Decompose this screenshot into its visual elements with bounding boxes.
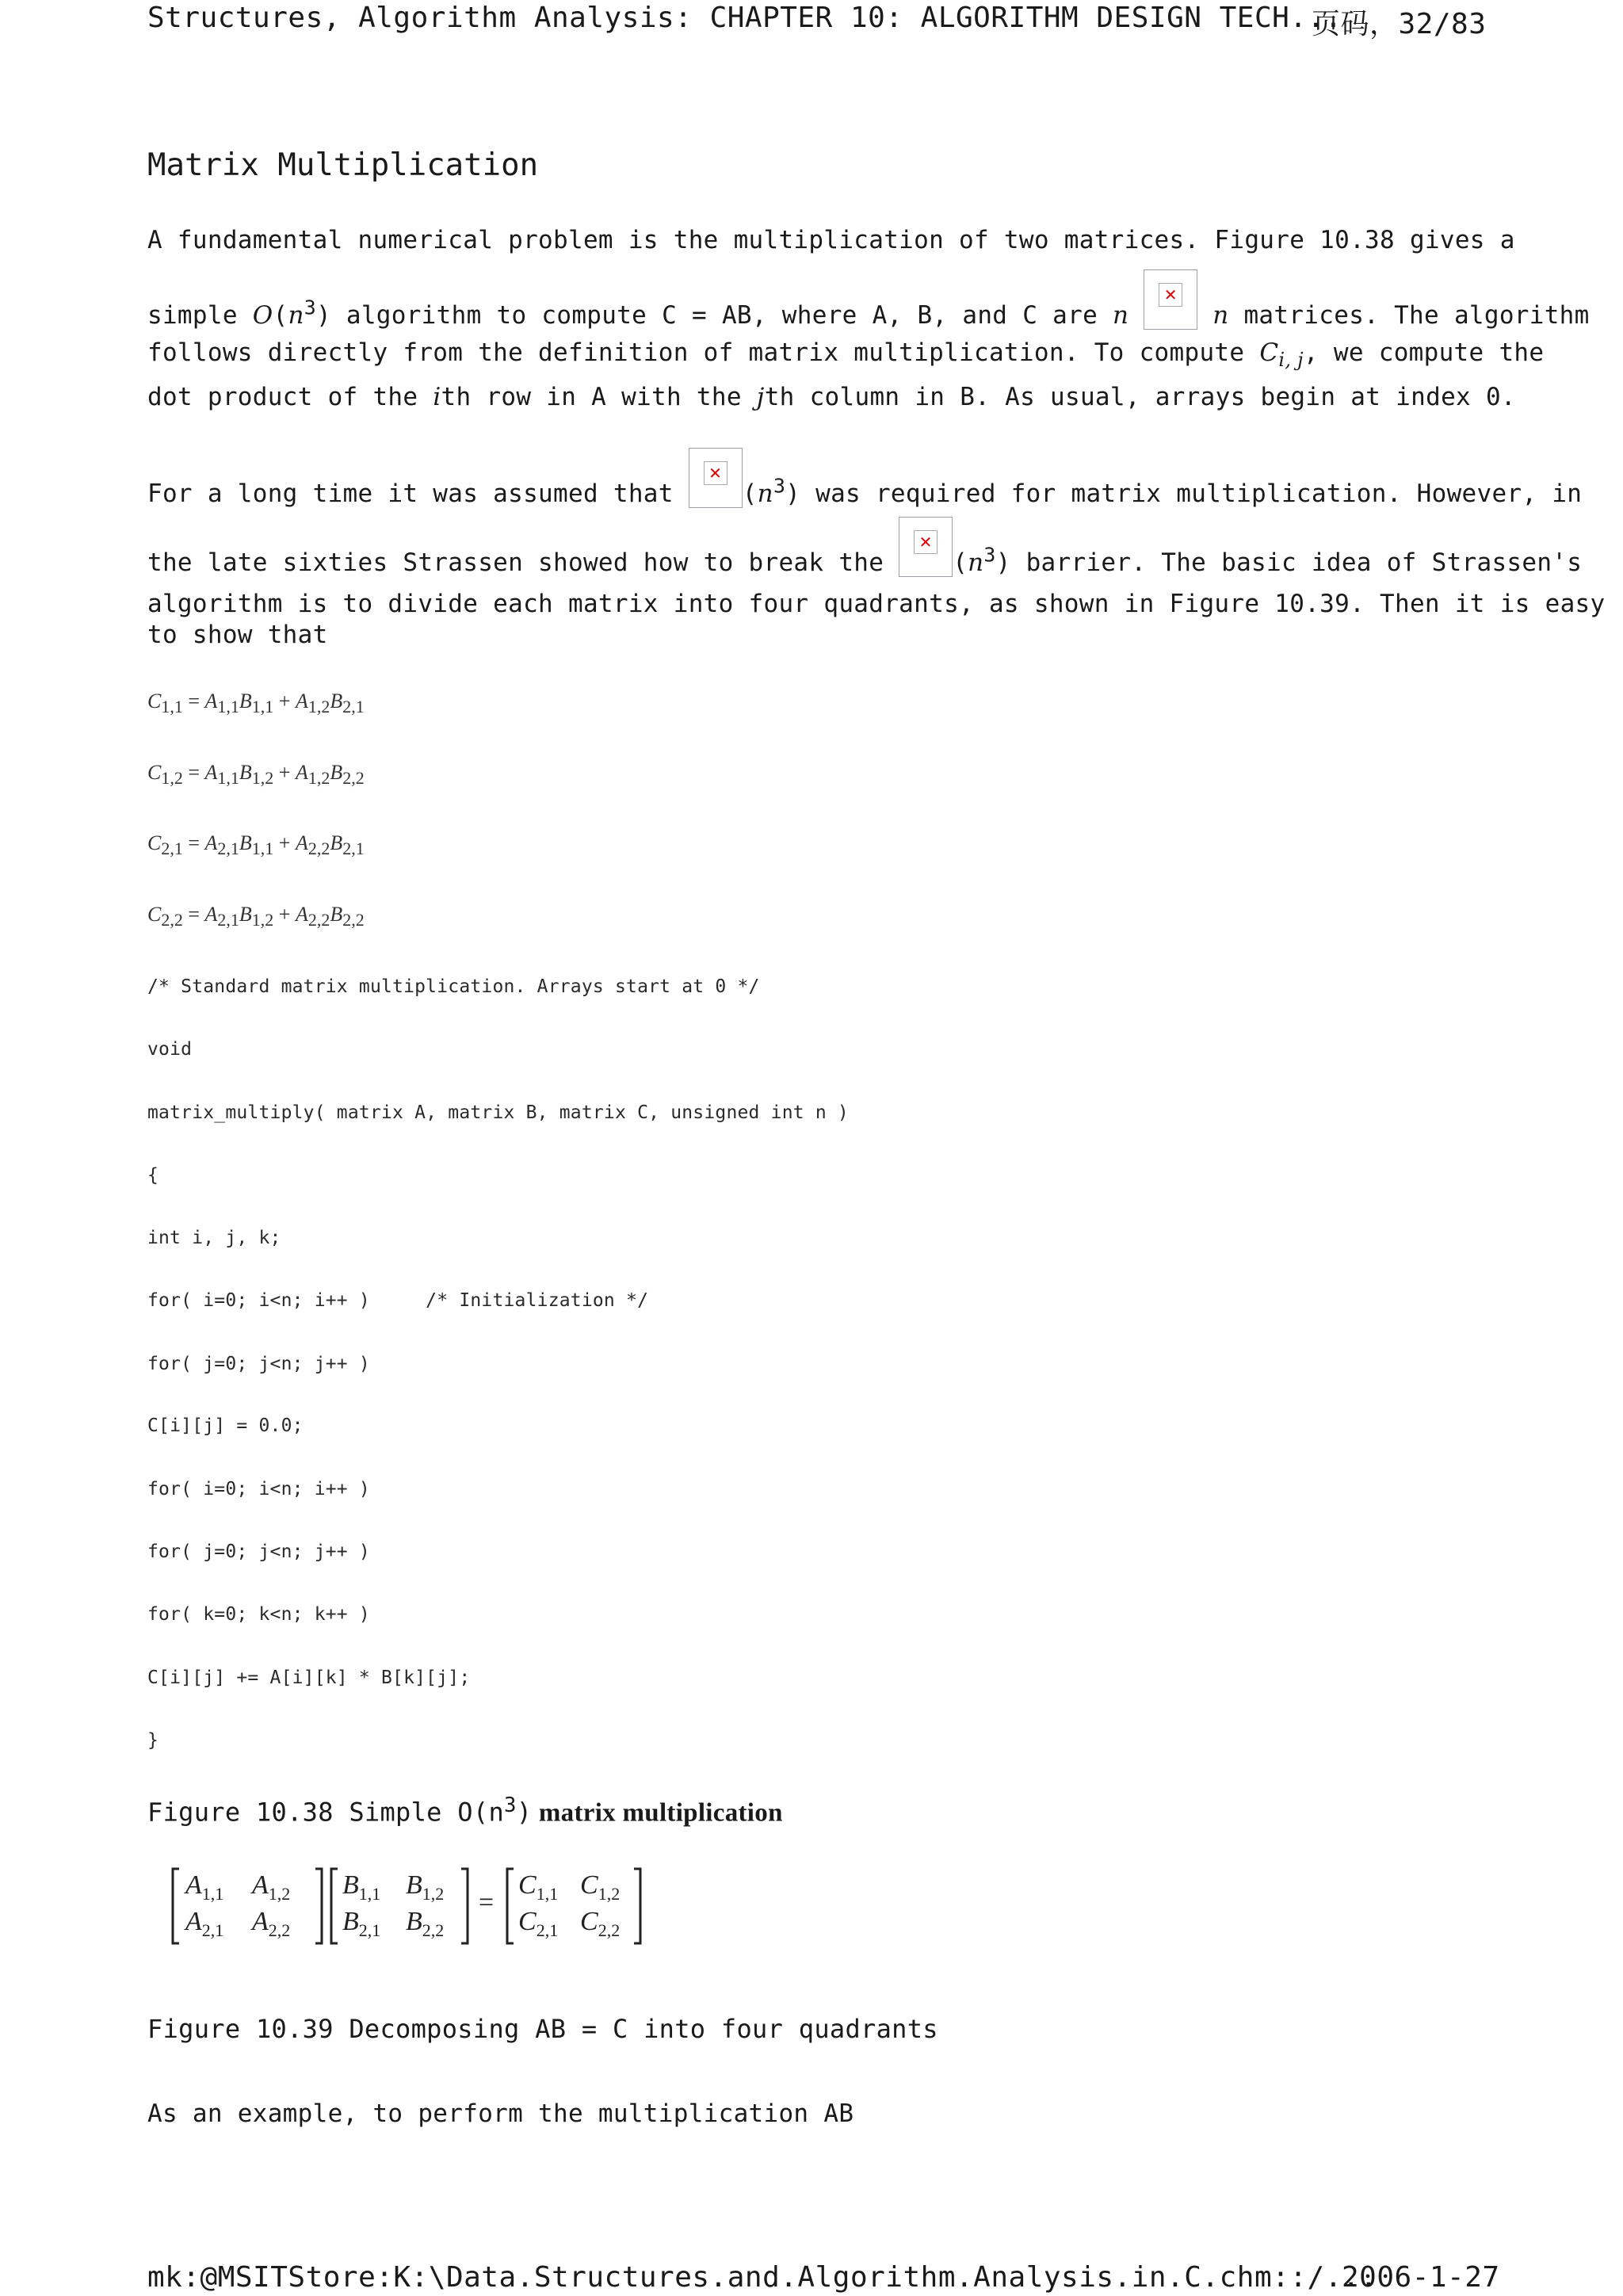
text-run: ) algorithm to compute C = AB, where A, B, and C are [315,301,1113,330]
para1-line2: simple $O(n^3)$ algorithm to compute C = AB, where A, B, and C are n ✕ n matrices. The algorithm [147,269,1590,330]
matrix-b22: $B_{2,2}$ [406,1907,445,1940]
text-run: ) was required for matrix multiplication. However, in [785,479,1583,508]
matrix-c21: $C_{2,1}$ [518,1907,559,1940]
matrix-c11: $C_{1,1}$ [518,1870,559,1904]
text-run: follows directly from the definition of matrix multiplication. To compute [147,338,1260,367]
para2-line3: algorithm is to divide each matrix into four quadrants, as shown in Figure 10.39. Then it is easy [147,590,1606,618]
caption-bold: matrix multiplication [532,1798,783,1828]
subscript: i, j [1278,349,1304,372]
para3: As an example, to perform the multiplication AB [147,2099,854,2128]
matrix-a21: $A_{2,1}$ [185,1907,224,1940]
var-n: n [968,548,984,577]
text-run: ( [953,548,968,577]
code-line: void [147,1039,193,1060]
text-run: th row in A with the [441,383,757,411]
text-run: matrices. The algorithm [1228,301,1590,330]
equation-line: $C_{2,1} = A_{2,1}B_{1,1} + A_{2,2}B_{2,1}$ [147,831,365,859]
footer-date: 2006-1-27 [1342,2261,1500,2294]
var-i: i [433,383,441,411]
matrix-a12: $A_{1,2}$ [252,1870,291,1904]
para1-line3 [147,338,1544,371]
caption-label: Figure 10.38 Simple O(n [147,1797,505,1828]
code-line: C[i][j] += A[i][k] * B[k][j]; [147,1668,471,1688]
figure-38-caption [147,1794,783,1828]
code-line: for( j=0; j<n; j++ ) [147,1354,370,1374]
text-run: the late sixties Strassen showed how to break the [147,548,899,577]
text-run: , we compute the [1303,338,1545,367]
matrix-a11: $A_{1,1}$ [185,1870,224,1904]
para1-line1: A fundamental numerical problem is the multiplication of two matrices. Figure 10.38 gives a [147,226,1515,254]
var-j: j [756,383,765,411]
var-n: n [1212,301,1229,330]
code-line: for( j=0; j<n; j++ ) [147,1541,370,1562]
page-number: 页码，32/83 [1312,8,1487,40]
code-line: C[i][j] = 0.0; [147,1415,304,1436]
exponent: 3 [983,543,996,567]
exponent: 3 [773,474,786,498]
header-title: Structures, Algorithm Analysis: CHAPTER 10: ALGORITHM DESIGN TECH... [147,2,1342,34]
exponent: 3 [504,1794,517,1817]
broken-image-icon: ✕ [899,517,953,577]
figure-39-caption: Figure 10.39 Decomposing AB = C into four quadrants [147,2014,938,2044]
text-run: simple [147,301,253,330]
text-run: For a long time it was assumed that [147,479,689,508]
caption-close: ) [516,1797,533,1828]
var-n: n [1113,301,1129,330]
equation-line: $C_{1,1} = A_{1,1}B_{1,1} + A_{1,2}B_{2,1}$ [147,690,365,717]
para2-line1 [147,448,1582,508]
matrix-c12: $C_{1,2}$ [580,1870,621,1904]
footer-path: mk:@MSITStore:K:\Data.Structures.and.Algorithm.Analysis.in.C.chm::/... [147,2261,1378,2294]
code-line: for( i=0; i<n; i++ ) /* Initialization */ [147,1290,649,1311]
var-n: n [757,479,773,508]
broken-image-icon: ✕ [1144,269,1197,330]
text-run: ( [742,479,758,508]
code-line: } [147,1730,159,1751]
code-line: for( k=0; k<n; k++ ) [147,1604,370,1625]
var-n: n [288,301,304,330]
para1-line4 [147,383,1516,411]
code-line: /* Standard matrix multiplication. Arrays start at 0 */ [147,976,760,997]
equation-line: $C_{1,2} = A_{1,1}B_{1,2} + A_{1,2}B_{2,2}$ [147,761,365,789]
matrix-c22: $C_{2,2}$ [580,1907,621,1940]
broken-image-icon: ✕ [689,448,743,508]
equation-line: $C_{2,2} = A_{2,1}B_{1,2} + A_{2,2}B_{2,2}$ [147,903,365,930]
code-line: { [147,1165,159,1186]
matrix-equals: = [479,1888,495,1917]
para2-line2 [147,517,1582,577]
code-line: int i, j, k; [147,1228,281,1248]
var-c: C [1259,338,1279,367]
matrix-b11: $B_{1,1}$ [342,1870,381,1904]
text-run: dot product of the [147,383,433,411]
text-run: ) barrier. The basic idea of Strassen's [995,548,1583,577]
section-title: Matrix Multiplication [147,147,539,183]
matrix-b21: $B_{2,1}$ [342,1907,381,1940]
matrix-b12: $B_{1,2}$ [406,1870,445,1904]
para2-line4: to show that [147,621,328,649]
matrix-a22: $A_{2,2}$ [252,1907,291,1940]
code-line: for( i=0; i<n; i++ ) [147,1479,370,1499]
code-line: matrix_multiply( matrix A, matrix B, matrix C, unsigned int n ) [147,1102,849,1123]
text-run: th column in B. As usual, arrays begin at index 0. [764,383,1516,411]
big-o: O [252,301,273,330]
exponent: 3 [304,296,316,319]
